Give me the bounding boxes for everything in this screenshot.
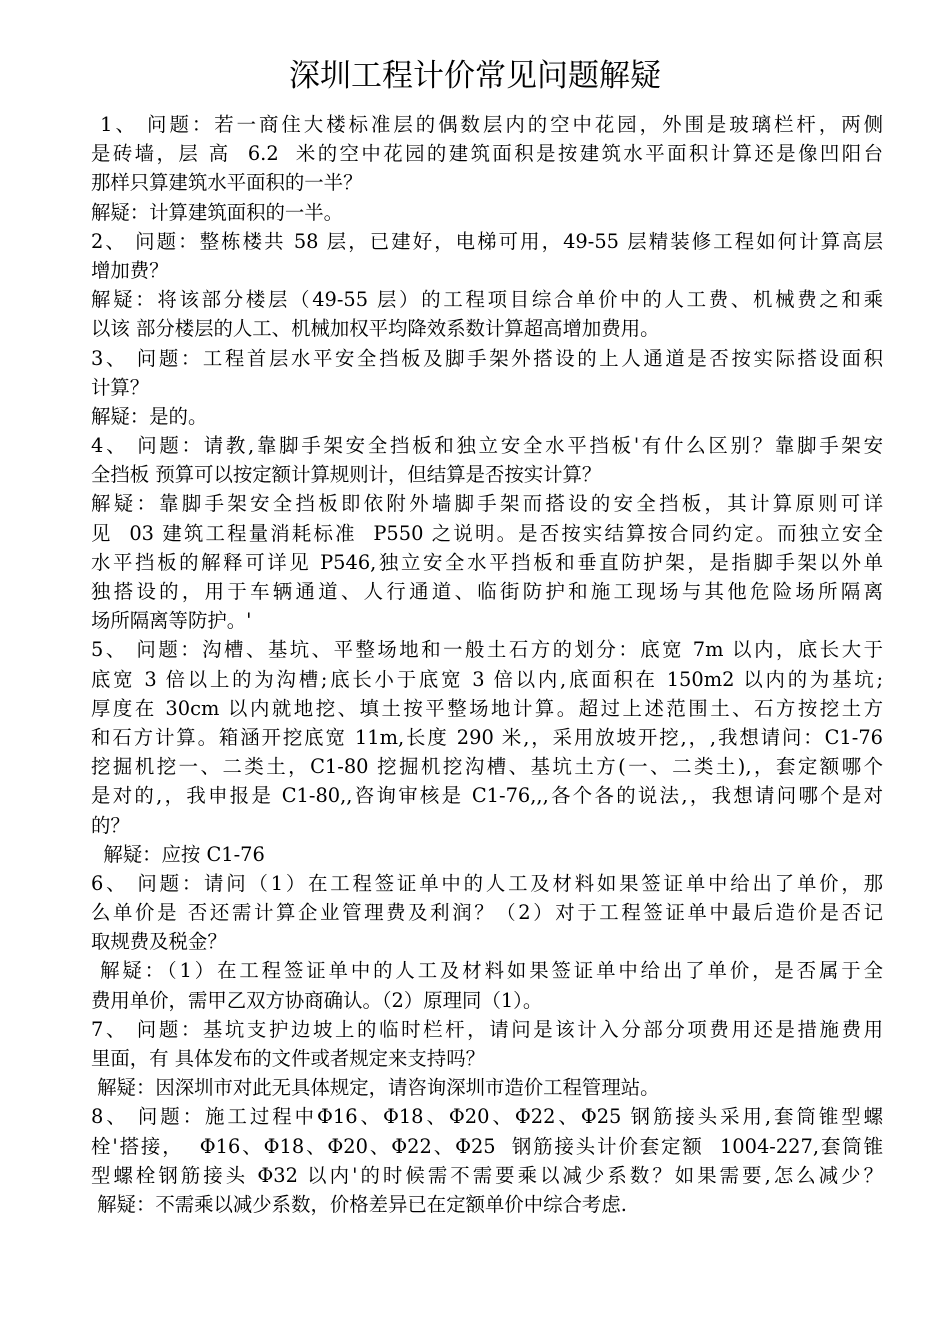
text-line: 是对的,，我申报是 C1-80,,咨询审核是 C1-76,,,各个各的说法,，我想请问哪个是对 [91, 784, 883, 808]
text-line: 7、 问题：基坑支护边坡上的临时栏杆，请问是该计入分部分项费用还是措施费用 [91, 1017, 883, 1041]
text-line: 独搭设的，用于车辆通道、人行通道、临街防护和施工现场与其他危险场所隔离 [91, 580, 883, 603]
text-line: 底宽 3 倍以上的为沟槽;底长小于底宽 3 倍以内,底面积在 150m2 以内的为基坑; [91, 667, 883, 691]
text-line: 全挡板 预算可以按定额计算规则计，但结算是否按实计算？ [91, 463, 602, 487]
text-line: 以该 部分楼层的人工、机械加权平均降效系数计算超高增加费用。 [91, 317, 660, 341]
text-line: 解疑：靠脚手架安全挡板即依附外墙脚手架而搭设的安全挡板，其计算原则可详 [91, 492, 883, 516]
text-line: 解疑：将该部分楼层（49-55 层）的工程项目综合单价中的人工费、机械费之和乘 [91, 288, 883, 312]
text-line: 计算？ [91, 375, 150, 399]
text-line: 解疑：（1）在工程签证单中的人工及材料如果签证单中给出了单价，是否属于全 [91, 959, 883, 983]
text-line: 那样只算建筑水平面积的一半？ [91, 171, 363, 195]
text-line: 解疑：不需乘以减少系数，价格差异已在定额单价中综合考虑. [91, 1192, 627, 1216]
text-line: 栓'搭接， Φ16、Φ18、Φ20、Φ22、Φ25 钢筋接头计价套定额 1004-227,套筒锥 [91, 1134, 883, 1158]
text-line: 和石方计算。箱涵开挖底宽 11m,长度 290 米,，采用放坡开挖,，,我想请问：C1-76 [91, 725, 883, 749]
document-body [91, 110, 883, 1219]
text-line: 么单价是 否还需计算企业管理费及利润？（2）对于工程签证单中最后造价是否记 [91, 901, 883, 925]
text-line: 5、 问题：沟槽、基坑、平整场地和一般土石方的划分：底宽 7m 以内，底长大于 [91, 638, 883, 662]
document-title: 深圳工程计价常见问题解疑 [289, 58, 661, 94]
text-line: 解疑：因深圳市对此无具体规定，请咨询深圳市造价工程管理站。 [91, 1076, 660, 1100]
text-line: 解疑：应按 C1-76 [91, 842, 265, 866]
text-line: 的？ [91, 813, 130, 837]
text-line: 6、 问题：请问（1）在工程签证单中的人工及材料如果签证单中给出了单价，那 [91, 871, 883, 895]
text-line: 型螺栓钢筋接头 Φ32 以内'的时候需不需要乘以减少系数？如果需要,怎么减少？ [91, 1163, 883, 1187]
text-line: 见 03 建筑工程量消耗标准 P550 之说明。是否按实结算按合同约定。而独立安全 [91, 521, 883, 545]
text-line: 场所隔离等防护。' [91, 609, 252, 633]
text-line: 里面，有 具体发布的文件或者规定来支持吗？ [91, 1047, 485, 1070]
text-line: 是砖墙，层 高 6.2 米的空中花园的建筑面积是按建筑水平面积计算还是像凹阳台 [91, 142, 883, 166]
text-line: 挖掘机挖一、二类土，C1-80 挖掘机挖沟槽、基坑土方(一、二类土),，套定额哪个 [91, 755, 883, 779]
text-line: 水平挡板的解释可详见 P546,独立安全水平挡板和垂直防护架，是指脚手架以外单 [91, 550, 883, 574]
text-line: 费用单价，需甲乙双方协商确认。（2）原理同（1）。 [91, 988, 543, 1012]
text-line: 厚度在 30cm 以内就地挖、填土按平整场地计算。超过上述范围土、石方按挖土方 [91, 696, 883, 720]
text-line: 8、 问题：施工过程中Φ16、Φ18、Φ20、Φ22、Φ25 钢筋接头采用,套筒锥型螺 [91, 1105, 883, 1129]
text-line: 解疑：是的。 [91, 404, 208, 428]
text-line: 4、 问题：请教,靠脚手架安全挡板和独立安全水平挡板'有什么区别？靠脚手架安 [91, 434, 883, 458]
text-line: 增加费？ [91, 258, 169, 282]
text-line: 解疑：计算建筑面积的一半。 [91, 200, 344, 224]
text-line: 2、 问题：整栋楼共 58 层，已建好，电梯可用，49-55 层精装修工程如何计算高层 [91, 229, 883, 253]
text-line: 取规费及税金？ [91, 930, 227, 954]
text-line: 3、 问题：工程首层水平安全挡板及脚手架外搭设的上人通道是否按实际搭设面积 [91, 346, 883, 370]
text-line: 1、 问题：若一商住大楼标准层的偶数层内的空中花园，外围是玻璃栏杆，两侧 [91, 113, 883, 136]
